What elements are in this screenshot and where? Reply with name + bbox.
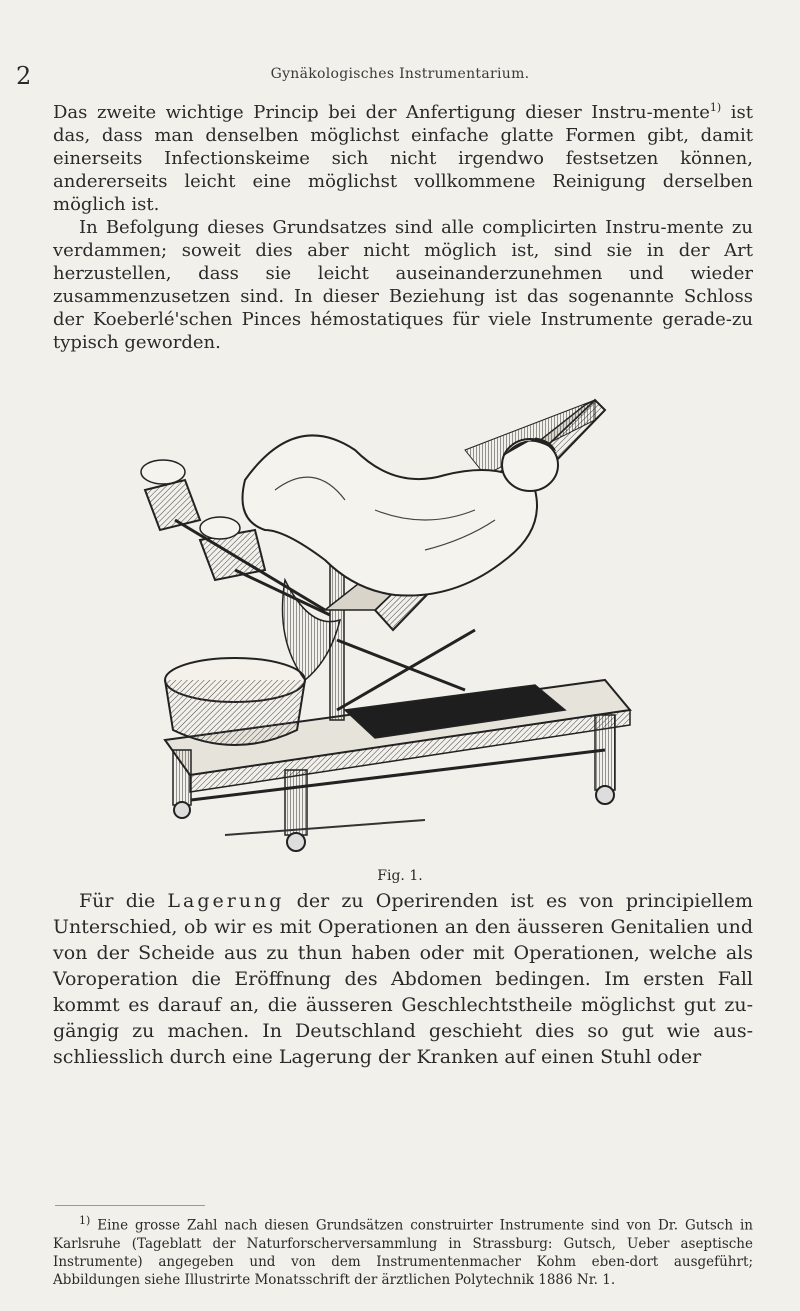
running-title: Gynäkologisches Instrumentarium. (270, 66, 530, 82)
footnote-reference: 1) (709, 101, 722, 114)
footnote-mark: 1) (79, 1214, 91, 1227)
body-text-top (53, 96, 753, 354)
engraving-drawing (125, 380, 645, 860)
paragraph: Das zweite wichtige Princip bei der Anfertigung dieser Instru-mente$^{1)}$ ist das, dass man denselben möglichst einfache glatte Formen gibt, damit einerseits Infectionskeime sich nicht irgendwo festsetzen können, andererseits leicht eine möglichst vollkommene Reinigung derselben möglich ist. (53, 101, 753, 215)
body-text-bottom (53, 888, 753, 1070)
footnote-divider (55, 1205, 205, 1206)
paragraph: Für die Lagerung der zu Operirenden ist es von principiellem Unterschied, ob wir es mit Operationen an den äusseren Genitalien und von der Scheide aus zu thun haben oder mit Operationen, welche als Voroperation die Eröffnung des Abdomen bedingen. Im ersten Fall kommt es darauf an, die äusseren Geschlechtstheile möglichst gut zu-gängig zu machen. In Deutschland geschieht dies so gut wie aus-schliesslich durch eine Lagerung der Kranken auf einen Stuhl oder (53, 890, 753, 1068)
figure-caption: Fig. 1. (377, 868, 423, 884)
footnote: $^{1)}$ Eine grosse Zahl nach diesen Grundsätzen construirter Instrumente sind von Dr. Gutsch in Karlsruhe (Tageblatt der Naturforscherversammlung in Strassburg: Gutsch, Ueber aseptische Instrumente) angegeben und von dem Instrumentenmacher Kohm eben-dort ausgeführt; Abbildungen siehe Illustrirte Monatsschrift der ärztlichen Polytechnik 1886 Nr. 1. (53, 1214, 753, 1288)
emphasized-term: Lagerung (167, 890, 285, 912)
gynecological-chair-illustration (125, 380, 645, 860)
paragraph: In Befolgung dieses Grundsatzes sind alle complicirten Instru-mente zu verdammen; soweit dies aber nicht möglich ist, sind sie in der Art herzustellen, dass sie leicht auseinanderzunehmen und wieder zusammenzusetzen sind. In dieser Beziehung ist das sogenannte Schloss der Koeberlé'schen Pinces hémostatiques für viele Instrumente gerade-zu typisch geworden. (53, 217, 753, 353)
page-number: 2 (16, 62, 32, 90)
